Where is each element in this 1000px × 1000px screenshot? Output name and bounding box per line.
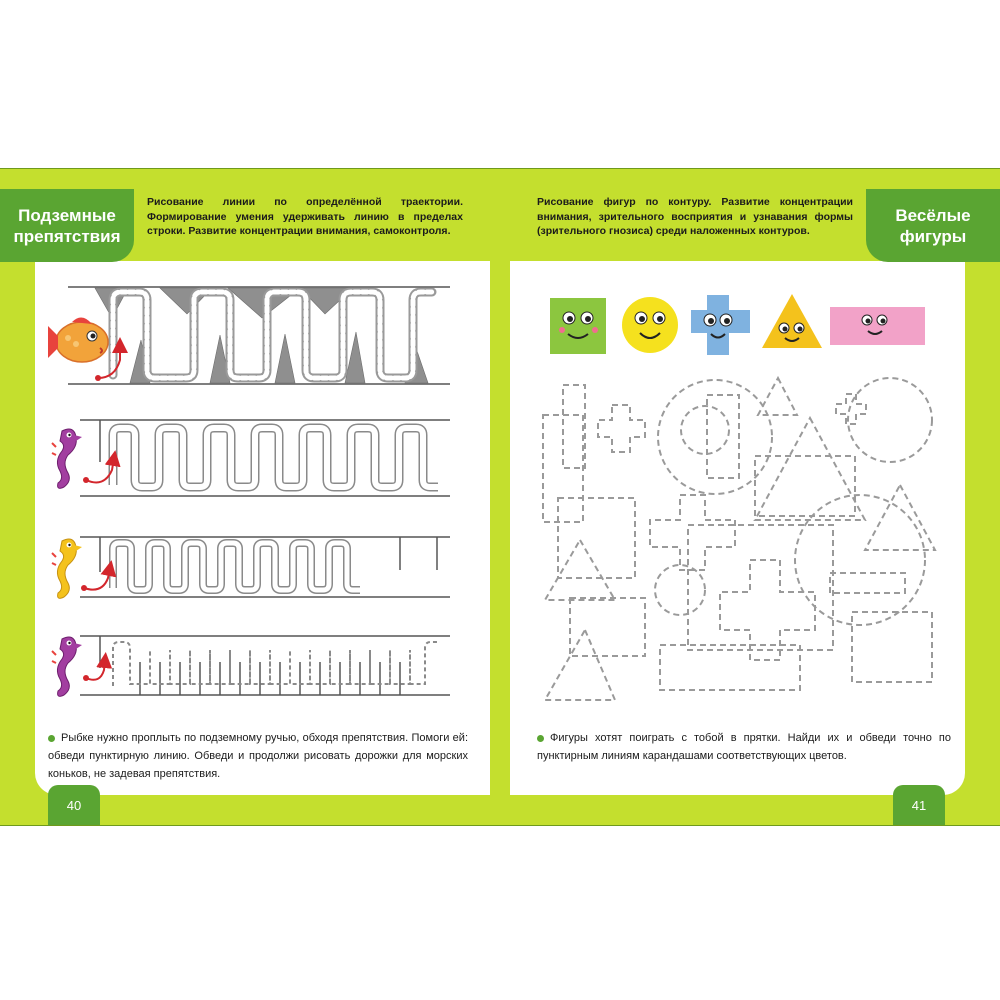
square-face-icon: [550, 298, 606, 354]
hidden-shapes-puzzle: [543, 378, 935, 700]
fish-icon: [48, 317, 108, 362]
right-instruction-text: Фигуры хотят поиграть с тобой в прятки. Найди их и обведи точно по пунктирным линиям карандашами соответствующих цветов.: [537, 732, 951, 762]
tunnel-row-4: [80, 636, 450, 695]
left-title: Подземные препятствия: [13, 205, 121, 246]
seahorse-purple-icon: [52, 429, 82, 488]
left-instruction-text: Рыбке нужно проплыть по подземному ручью, обходя препятствия. Помоги ей: обведи пунктирную линию. Обведи и продолжи рисовать дорожки для морских коньков, не задевая препятствия.: [48, 732, 468, 780]
circle-face-icon: [622, 297, 678, 353]
right-title: Весёлые фигуры: [895, 205, 971, 246]
right-description: Рисование фигур по контуру. Развитие концентрации внимания, зрительного восприятия и узнавания формы (зрительного гнозиса) среди наложенных контуров.: [537, 196, 853, 237]
left-description: Рисование линии по определённой траектории. Формирование умения удерживать линию в пределах строки. Развитие концентрации внимания, самоконтроля.: [147, 196, 463, 237]
rectangle-face-icon: [830, 307, 925, 345]
red-arrow-icon: [84, 568, 110, 590]
tunnel-row-2: [80, 420, 450, 496]
tunnel-row-3: [80, 537, 450, 597]
left-page-number: 40: [48, 785, 100, 825]
triangle-face-icon: [762, 294, 822, 348]
right-page-number: 41: [893, 785, 945, 825]
seahorse-purple-icon: [52, 637, 82, 696]
tunnel-row-1: [68, 287, 450, 384]
cross-face-icon: [691, 295, 750, 355]
red-arrow-icon: [86, 660, 105, 680]
seahorse-yellow-icon: [52, 539, 82, 598]
